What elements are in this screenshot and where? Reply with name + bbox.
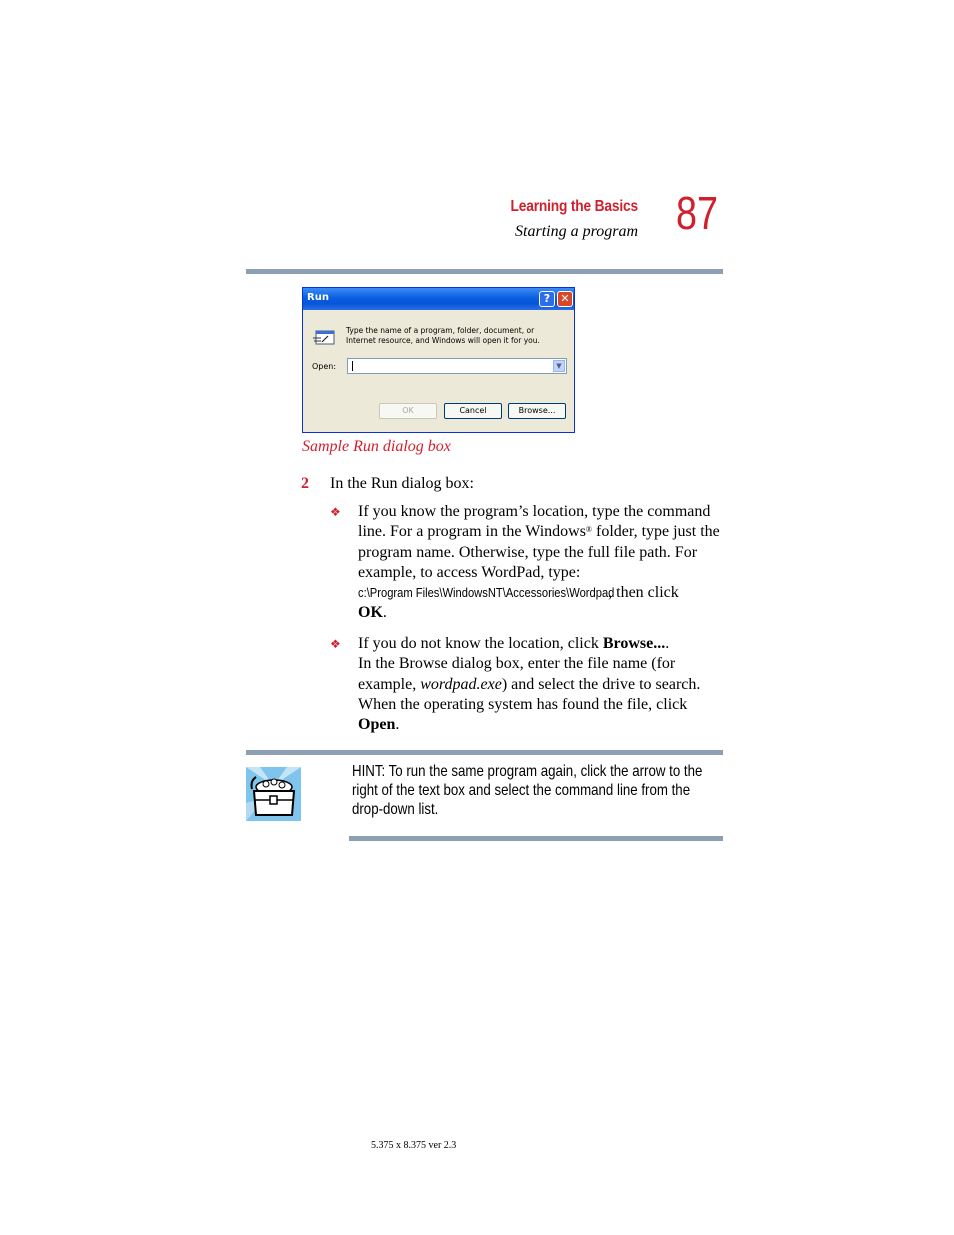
bullet-1-text (358, 502, 720, 624)
bullet-2-line: Open. (358, 716, 400, 734)
section-title: Starting a program (515, 223, 638, 240)
open-label: Open: (312, 362, 337, 371)
run-dialog-titlebar (303, 288, 574, 310)
ok-button[interactable]: OK (379, 403, 437, 419)
bullet-1-line: example, to access WordPad, type: (358, 563, 581, 581)
cancel-button[interactable]: Cancel (444, 403, 502, 419)
bullet-diamond-icon: ❖ (330, 637, 341, 651)
command-line: c:\Program Files\WindowsNT\Accessories\Wordpad, then click (358, 583, 720, 603)
ok-term: OK (358, 604, 383, 622)
text-caret (352, 361, 353, 371)
browse-button[interactable]: Browse... (508, 403, 566, 419)
bullet-2-line: example, wordpad.exe) and select the drive to search. (358, 675, 701, 693)
close-button[interactable]: ✕ (557, 291, 573, 307)
bullet-2-text (358, 634, 720, 735)
bullet-2-line: If you do not know the location, click Browse.... (358, 635, 670, 652)
command-path: c:\Program Files\WindowsNT\Accessories\Wordpad (358, 585, 615, 601)
run-dialog (302, 287, 575, 433)
bullet-1-line: If you know the program’s location, type the command (358, 503, 711, 520)
hint-line: drop-down list. (352, 801, 439, 819)
open-input[interactable] (347, 358, 567, 374)
bullet-1-line: line. For a program in the Windows® folder, type just the (358, 523, 720, 541)
example-filename: wordpad.exe (420, 675, 502, 693)
step-number: 2 (301, 475, 309, 492)
footer-version: 5.375 x 8.375 ver 2.3 (371, 1140, 457, 1151)
bullet-1-line: OK. (358, 604, 387, 622)
step-text: In the Run dialog box: (330, 475, 474, 492)
treasure-chest-icon (246, 767, 301, 821)
open-term: Open (358, 716, 396, 734)
hint-top-rule (246, 750, 723, 755)
hint-line: right of the text box and select the command line from the (352, 782, 691, 800)
hint-text (352, 762, 709, 820)
run-dialog-message: Type the name of a program, folder, document, or Internet resource, and Windows will open it for you. (346, 326, 540, 345)
chapter-title: Learning the Basics (510, 198, 638, 215)
figure-caption: Sample Run dialog box (302, 438, 451, 455)
run-dialog-title: Run (307, 292, 329, 303)
hint-bottom-rule (349, 836, 723, 841)
page-number: 87 (676, 187, 718, 239)
bullet-2-line: In the Browse dialog box, enter the file name (for (358, 655, 676, 673)
hint-line: HINT: To run the same program again, click the arrow to the (352, 763, 703, 780)
chevron-down-icon[interactable]: ▼ (553, 360, 565, 372)
browse-term: Browse... (602, 635, 666, 652)
help-button[interactable]: ? (539, 291, 555, 307)
bullet-1-line: program name. Otherwise, type the full file path. For (358, 543, 698, 561)
run-icon (313, 330, 335, 346)
top-rule (246, 269, 723, 274)
bullet-2-line: When the operating system has found the file, click (358, 695, 688, 713)
bullet-diamond-icon: ❖ (330, 505, 341, 519)
